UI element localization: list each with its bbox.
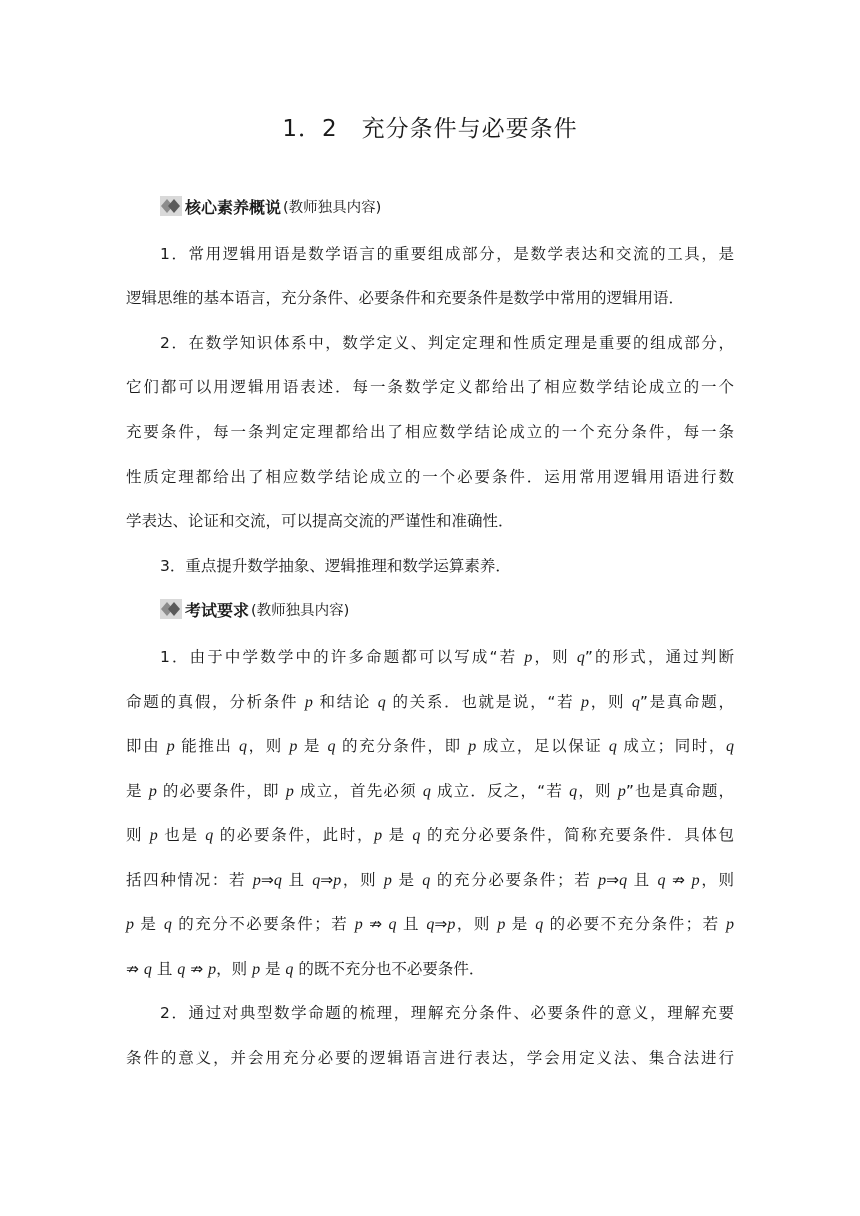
paragraph-line: 则 p 也是 q 的必要条件，此时，p 是 q 的充分必要条件，简称充要条件．具体包: [126, 826, 734, 844]
paragraph-line: 2．通过对典型数学命题的梳理，理解充分条件、必要条件的意义，理解充要: [160, 1004, 734, 1022]
paragraph-line: 1．常用逻辑用语是数学语言的重要组成部分，是数学表达和交流的工具，是: [160, 245, 734, 263]
section-header-core-literacy: [160, 194, 381, 218]
page-title: 1．2 充分条件与必要条件: [282, 116, 578, 142]
paragraph-line: 是 p 的必要条件，即 p 成立，首先必须 q 成立．反之，“若 q，则 p”也是真命题，: [126, 782, 735, 800]
section-note: (教师独具内容): [283, 199, 382, 216]
section-title: 考试要求: [185, 600, 250, 620]
paragraph-line: 3．重点提升数学抽象、逻辑推理和数学运算素养．: [160, 557, 511, 575]
paragraph-line: 即由 p 能推出 q，则 p 是 q 的充分条件，即 p 成立，足以保证 q 成立；同时，q: [126, 737, 734, 755]
paragraph-line: p 是 q 的充分不必要条件；若 p ⇏ q 且 q⇒p，则 p 是 q 的必要不充分条件；若 p: [126, 915, 735, 933]
section-header-exam-requirements: [160, 597, 349, 621]
paragraph-line: 充要条件，每一条判定定理都给出了相应数学结论成立的一个充分条件，每一条: [126, 423, 734, 441]
paragraph-line: 命题的真假，分析条件 p 和结论 q 的关系．也就是说，“若 p，则 q”是真命题，: [126, 693, 734, 711]
paragraph-line: 1．由于中学数学中的许多命题都可以写成“若 p，则 q”的形式，通过判断: [160, 648, 734, 666]
section-title: 核心素养概说: [185, 197, 282, 217]
paragraph-line: 逻辑思维的基本语言，充分条件、必要条件和充要条件是数学中常用的逻辑用语．: [126, 289, 685, 307]
paragraph-line: 2．在数学知识体系中，数学定义、判定定理和性质定理是重要的组成部分，: [160, 334, 734, 352]
diamond-stack-icon: [160, 196, 182, 216]
paragraph-line: 括四种情况：若 p⇒q 且 q⇒p，则 p 是 q 的充分必要条件；若 p⇒q 且 q ⇏ p，则: [126, 871, 735, 889]
paragraph-line: ⇏ q 且 q ⇏ p，则 p 是 q 的既不充分也不必要条件．: [126, 960, 485, 978]
diamond-stack-icon: [160, 599, 182, 619]
paragraph-line: 性质定理都给出了相应数学结论成立的一个必要条件．运用常用逻辑用语进行数: [126, 468, 734, 486]
paragraph-line: 条件的意义，并会用充分必要的逻辑语言进行表达，学会用定义法、集合法进行: [126, 1049, 734, 1067]
paragraph-line: 它们都可以用逻辑用语表述．每一条数学定义都给出了相应数学结论成立的一个: [126, 378, 734, 396]
section-note: (教师独具内容): [251, 602, 350, 619]
paragraph-line: 学表达、论证和交流，可以提高交流的严谨性和准确性．: [126, 512, 514, 530]
